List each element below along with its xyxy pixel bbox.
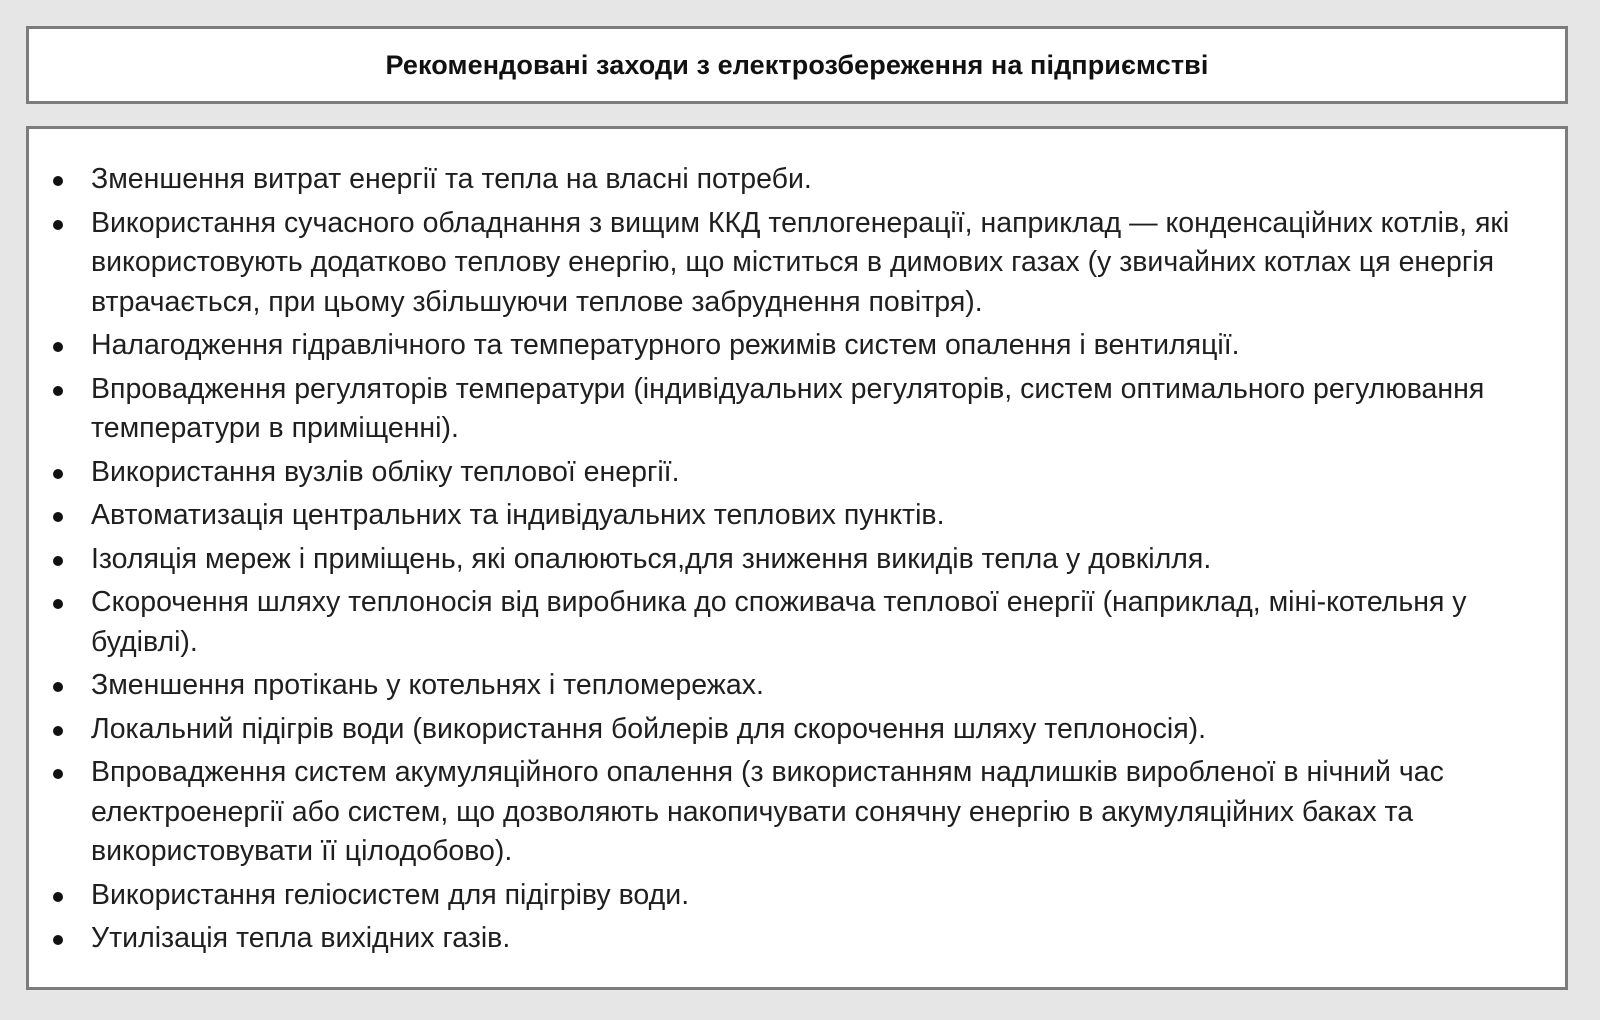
bullet-icon <box>53 935 63 945</box>
list-item-text: Утилізація тепла вихідних газів. <box>91 922 511 954</box>
list-item <box>29 453 1535 493</box>
list-item-text: Впровадження систем акумуляційного опалення (з використанням надлишків виробленої в нічний час електроенергії або систем, що дозволяють накопичувати сонячну енергію в акумуляційних баках та використовувати її цілодобово). <box>91 756 1444 867</box>
list-item-text: Використання сучасного обладнання з вищим ККД теплогенерації, наприклад — конденсаційних котлів, які використовують додатково теплову енергію, що міститься в димових газах (у звичайних котлах ця енергія втрачається, при цьому збільшуючи теплове забруднення повітря). <box>91 206 1510 318</box>
list-item <box>29 876 1535 916</box>
bullet-icon <box>53 726 63 736</box>
bullet-icon <box>53 469 63 479</box>
list-item-text: Впровадження регуляторів температури (індивідуальних регуляторів, систем оптимального регулювання температури в приміщенні). <box>91 372 1485 444</box>
list-item <box>29 710 1535 750</box>
bullet-icon <box>53 599 63 609</box>
list-item-text: Локальний підігрів води (використання бойлерів для скорочення шляху теплоносія). <box>91 712 1207 745</box>
list-item-text: Зменшення витрат енергії та тепла на власні потреби. <box>91 163 812 195</box>
list-item <box>29 583 1535 662</box>
list-item <box>29 496 1535 536</box>
measures-panel <box>26 126 1568 990</box>
list-item <box>29 370 1535 449</box>
page-title: Рекомендовані заходи з електрозбереження на підприємстві <box>385 49 1209 80</box>
list-item-text: Ізоляція мереж і приміщень, які опалюються,для зниження викидів тепла у довкілля. <box>91 542 1212 575</box>
bullet-icon <box>53 386 63 396</box>
bullet-icon <box>53 220 63 230</box>
title-box <box>26 26 1568 104</box>
bullet-icon <box>53 512 63 522</box>
list-item-text: Використання вузлів обліку теплової енергії. <box>91 455 680 488</box>
list-item <box>29 919 1535 959</box>
measures-list <box>29 129 1565 959</box>
list-item <box>29 326 1535 366</box>
list-item <box>29 540 1535 580</box>
list-item <box>29 204 1535 323</box>
list-item-text: Скорочення шляху теплоносія від виробника до споживача теплової енергії (наприклад, міні-котельня у будівлі). <box>91 586 1467 658</box>
list-item-text: Налагодження гідравлічного та температурного режимів систем опалення і вентиляції. <box>91 329 1240 361</box>
list-item-text: Використання геліосистем для підігріву води. <box>91 878 690 911</box>
bullet-icon <box>53 769 63 779</box>
list-item <box>29 160 1535 200</box>
bullet-icon <box>53 342 63 352</box>
bullet-icon <box>53 176 63 186</box>
list-item <box>29 753 1535 872</box>
bullet-icon <box>53 556 63 566</box>
list-item <box>29 666 1535 706</box>
bullet-icon <box>53 892 63 902</box>
list-item-text: Автоматизація центральних та індивідуальних теплових пунктів. <box>91 499 945 531</box>
bullet-icon <box>53 682 63 692</box>
list-item-text: Зменшення протікань у котельнях і тепломережах. <box>91 669 764 701</box>
